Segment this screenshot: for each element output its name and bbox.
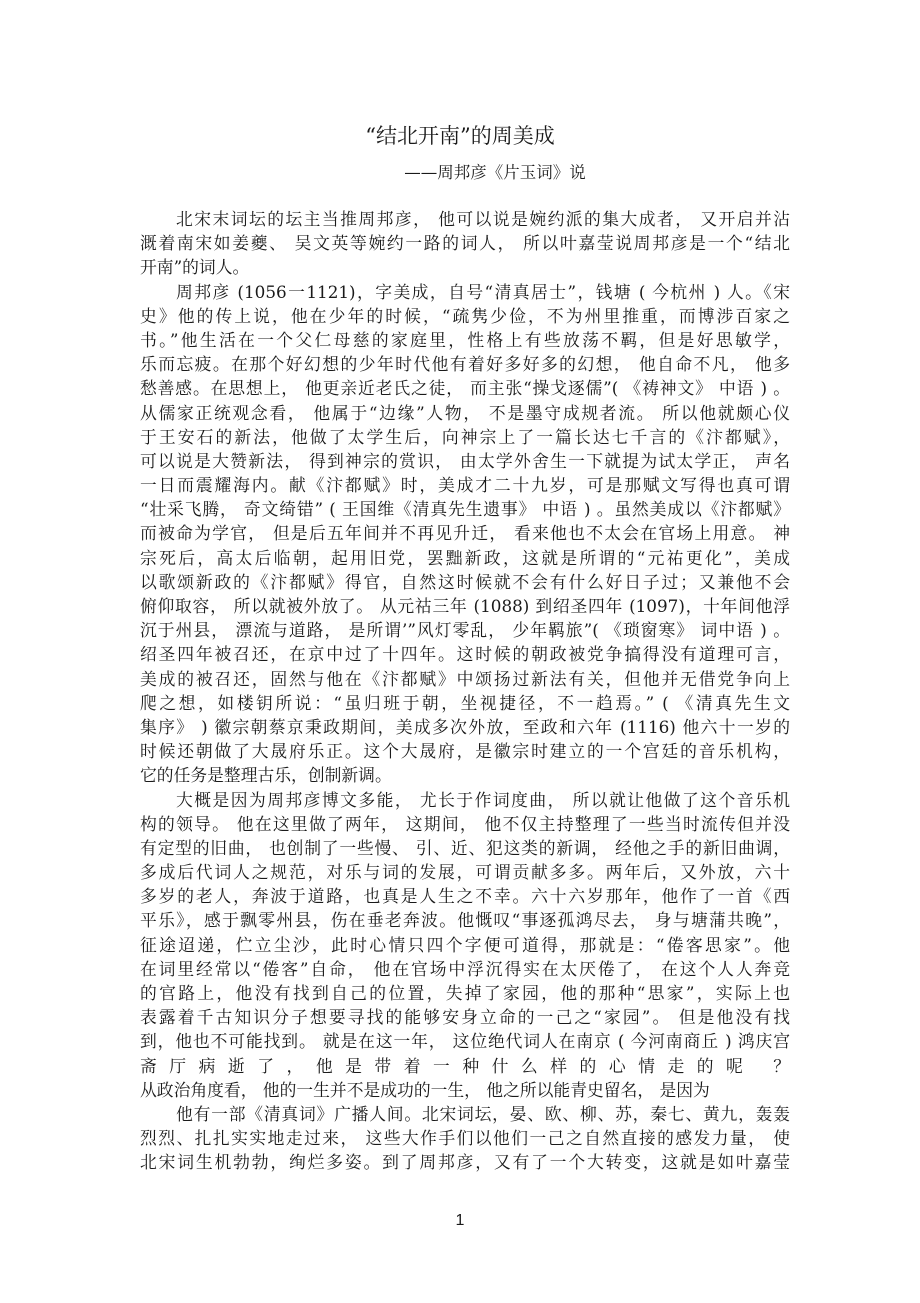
page-number: 1 (455, 1212, 465, 1229)
text-line: 溉着南宋如姜夔、 吴文英等婉约一路的词人， 所以叶嘉莹说周邦彦是一个“结北 (140, 233, 790, 254)
text-line: 沉于州县， 漂流与道路， 是所谓’”风灯零乱， 少年羁旅”( 《琐窗寒》 词中语 ) 。 (140, 620, 790, 641)
text-line: 以歌颂新政的《汴都赋》得官，自然这时候就不会有什么好日子过；又兼他不会 (140, 571, 790, 592)
text-line: 烈烈、扎扎实实地走过来， 这些大作手们以他们一己之自然直接的感发力量， 使 (140, 1128, 790, 1149)
text-line: 绍圣四年被召还，在京中过了十四年。这时候的朝政被党争搞得没有道理可言， (140, 644, 790, 665)
text-line: 美成的被召还，固然与他在《汴都赋》中颂扬过新法有关，但他并无借党争向上 (140, 668, 790, 689)
document-title: “结北开南”的周美成 (365, 124, 555, 148)
text-line: 爬之想，如楼钥所说：“虽归班于朝，坐视捷径，不一趋焉。” ( 《清真先生文 (140, 692, 790, 713)
text-line: 可以说是大赞新法， 得到神宗的赏识， 由太学外舍生一下就提为试太学正， 声名 (140, 450, 790, 471)
text-line: 平乐》，感于飘零州县，伤在垂老奔波。他慨叹“事逐孤鸿尽去， 身与塘蒲共晚”， (140, 910, 790, 931)
text-line: 构的领导。 他在这里做了两年， 这期间， 他不仅主持整理了一些当时流传但并没 (140, 813, 790, 834)
text-line: 周邦彦 (1056一1121)，字美成，自号“清真居士”，钱塘 ( 今杭州 ) 人。《宋 (176, 281, 790, 302)
text-line: 大概是因为周邦彦博文多能， 尤长于作词度曲， 所以就让他做了这个音乐机 (176, 789, 790, 810)
text-line: 史》他的传上说，他在少年的时候，“疏隽少俭，不为州里推重，而博涉百家之 (140, 305, 790, 326)
text-line: 有定型的旧曲， 也创制了一些慢、 引、近、犯这类的新调， 经他之手的新旧曲调， (140, 837, 790, 858)
text-line: 的官路上，他没有找到自己的位置，失掉了家园，他的那种“思家”，实际上也 (140, 983, 790, 1003)
text-line: 在词里经常以“倦客”自命， 他在官场中浮沉得实在太厌倦了， 在这个人人奔竞 (140, 958, 790, 979)
text-line: 从儒家正统观念看， 他属于“边缘”人物， 不是墨守成规者流。 所以他就颇心仪 (140, 402, 790, 423)
text-line: 愁善感。在思想上， 他更亲近老氏之徒， 而主张“操戈逐儒”( 《祷神文》 中语 ) 。 (140, 378, 790, 399)
text-line: 北宋末词坛的坛主当推周邦彦， 他可以说是婉约派的集大成者， 又开启并沾 (176, 209, 790, 229)
text-line: 多岁的老人，奔波于道路，也真是人生之不幸。六十六岁那年，他作了一首《西 (140, 886, 790, 907)
text-line: 俯仰取容， 所以就被外放了。 从元祜三年 (1088) 到绍圣四年 (1097)，十年间他浮 (140, 596, 790, 616)
text-line: 书。”他生活在一个父仁母慈的家庭里，性格上有些放荡不羁，但是好思敏学， (140, 329, 790, 350)
text-line: 表露着千古知识分子想要寻找的能够安身立命的一己之“家园”。 但是他没有找 (140, 1007, 790, 1028)
text-line: 他有一部《清真词》广播人间。北宋词坛，晏、欧、柳、苏，秦七、黄九，轰轰 (176, 1103, 790, 1124)
text-line: 斋厅病逝了，他是带着一种什么样的心情走的呢 ？ (140, 1055, 790, 1076)
text-line: 多成后代词人之规范，对乐与词的发展，可谓贡献多多。两年后，又外放，六十 (140, 862, 790, 883)
text-line: 于王安石的新法，他做了太学生后，向神宗上了一篇长达七千言的《汴都赋》， (140, 426, 790, 447)
document-subtitle: ——周邦彦《片玉词》说 (404, 163, 586, 182)
text-line: 征途迢递，伫立尘沙，此时心情只四个字便可道得，那就是：“倦客思家”。他 (140, 934, 790, 955)
text-line: 一日而震耀海内。献《汴都赋》时，美成才二十九岁，可是那赋文写得也真可谓 (140, 475, 790, 496)
text-line: 到，他也不可能找到。 就是在这一年， 这位绝代词人在南京 ( 今河南商丘 ) 鸿庆宫 (140, 1031, 790, 1052)
text-line: 北宋词生机勃勃，绚烂多姿。到了周邦彦，又有了一个大转变，这就是如叶嘉莹 (140, 1152, 790, 1173)
text-line: 开南”的词人。 (140, 257, 250, 278)
text-line: 乐而忘疲。在那个好幻想的少年时代他有着好多好多的幻想， 他自命不凡， 他多 (140, 354, 790, 375)
text-line: “壮采飞腾， 奇文绮错” ( 王国维《清真先生遗事》 中语 ) 。虽然美成以《汴都赋》 (140, 499, 790, 520)
text-line: 它的任务是整理古乐，创制新调。 (140, 765, 392, 786)
text-line: 时候还朝做了大晟府乐正。这个大晟府，是徽宗时建立的一个宫廷的音乐机构， (140, 741, 790, 762)
text-line: 宗死后，高太后临朝，起用旧党，罢黜新政，这就是所谓的“元祐更化”，美成 (140, 547, 790, 568)
document-body (140, 207, 790, 1175)
text-line: 而被命为学官， 但是后五年间并不再见升迁， 看来他也不太会在官场上用意。 神 (140, 523, 790, 544)
text-line: 集序》 ) 徽宗朝蔡京秉政期间，美成多次外放，至政和六年 (1116) 他六十一岁的 (140, 716, 790, 737)
text-line: 从政治角度看， 他的一生并不是成功的一生， 他之所以能青史留名， 是因为 (140, 1079, 710, 1100)
